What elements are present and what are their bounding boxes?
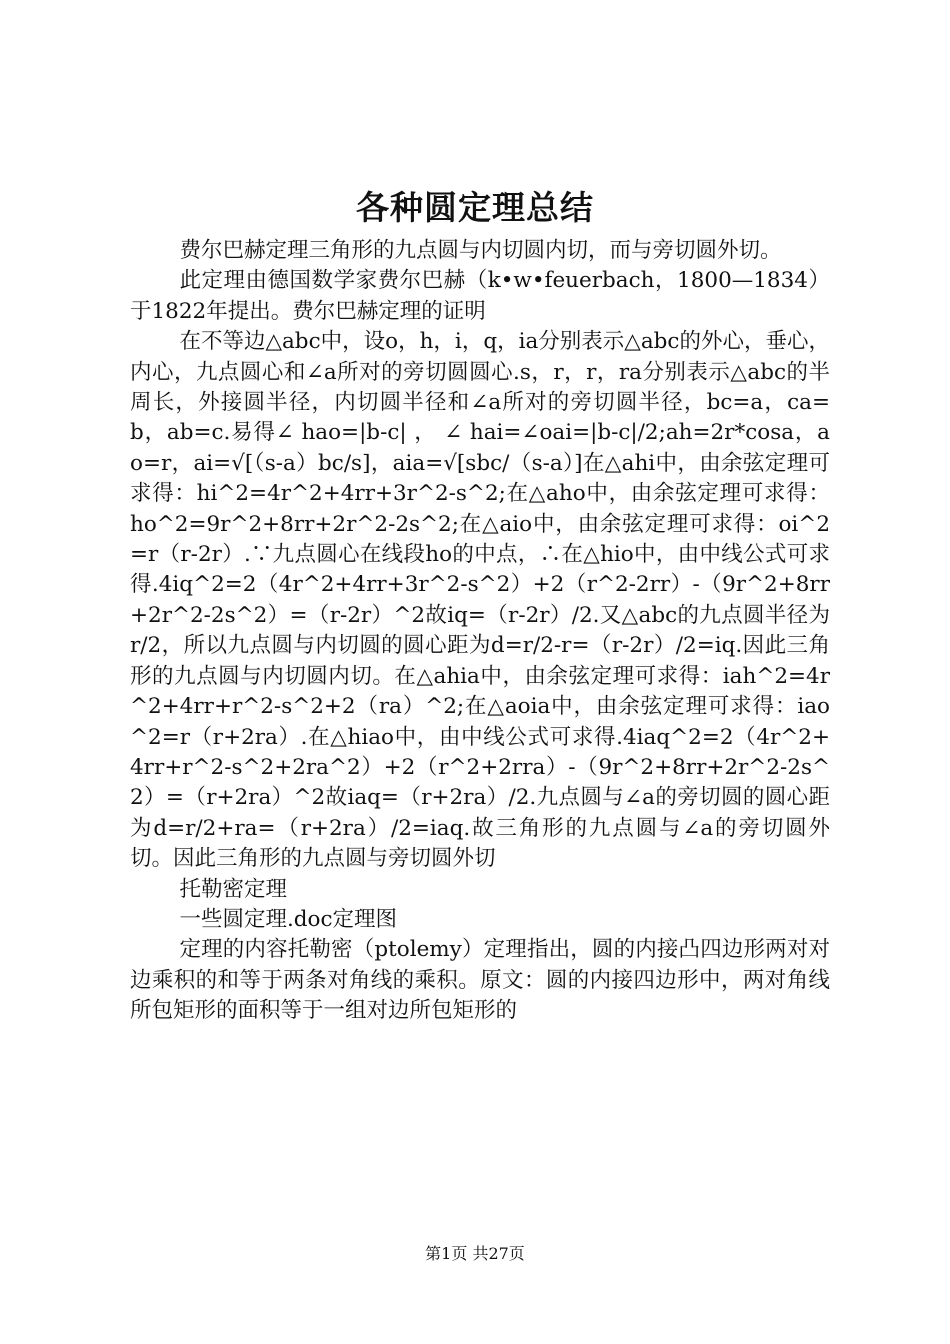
document-title: 各种圆定理总结 <box>356 188 594 227</box>
page-footer: 第1页 共27页 <box>425 1244 525 1263</box>
document-body <box>130 236 830 1027</box>
paragraph-feuerbach-history: 此定理由德国数学家费尔巴赫（k•w•feuerbach，1800—1834）于1822年提出。费尔巴赫定理的证明 <box>130 268 830 324</box>
paragraph-ptolemy-heading: 托勒密定理 <box>179 876 287 902</box>
paragraph-doc-reference: 一些圆定理.doc定理图 <box>179 906 398 932</box>
paragraph-feuerbach-statement: 费尔巴赫定理三角形的九点圆与内切圆内切，而与旁切圆外切。 <box>179 238 782 263</box>
paragraph-ptolemy-content: 定理的内容托勒密（ptolemy）定理指出，圆的内接凸四边形两对对边乘积的和等于两条对角线的乘积。原文：圆的内接四边形中，两对角线所包矩形的面积等于一组对边所包矩形的 <box>130 937 830 1024</box>
paragraph-feuerbach-proof: 在不等边△abc中，设o，h，i，q，ia分别表示△abc的外心，垂心，内心，九点圆心和∠a所对的旁切圆圆心.s，r，r，ra分别表示△abc的半周长，外接圆半径，内切圆半径和∠a所对的旁切圆半径，bc=a，ca=b，ab=c.易得∠ hao=|b-c| ， ∠ hai=∠oai=|b-c|/2;ah=2r*cosa，ao=r，ai=√[（s-a）bc/s]，aia=√[sbc/（s-a）]在△ahi中，由余弦定理可求得：hi^2=4r^2+4rr+3r^2-s^2;在△aho中，由余弦定理可求得：ho^2=9r^2+8rr+2r^2-2s^2;在△aio中，由余弦定理可求得：oi^2=r（r-2r）.∵九点圆心在线段ho的中点，∴在△hio中，由中线公式可求得.4iq^2=2（4r^2+4rr+3r^2-s^2）+2（r^2-2rr）-（9r^2+8rr+2r^2-2s^2）=（r-2r）^2故iq=（r-2r）/2.又△abc的九点圆半径为r/2，所以九点圆与内切圆的圆心距为d=r/2-r=（r-2r）/2=iq.因此三角形的九点圆与内切圆内切。在△ahia中，由余弦定理可求得：iah^2=4r^2+4rr+r^2-s^2+2（ra）^2;在△aoia中，由余弦定理可求得：iao^2=r（r+2ra）.在△hiao中，由中线公式可求得.4iaq^2=2（4r^2+4rr+r^2-s^2+2ra^2）+2（r^2+2rra）-（9r^2+8rr+2r^2-2s^2）=（r+2ra）^2故iaq=（r+2ra）/2.九点圆与∠a的旁切圆的圆心距为d=r/2+ra=（r+2ra）/2=iaq.故三角形的九点圆与∠a的旁切圆外切。因此三角形的九点圆与旁切圆外切 <box>130 329 830 872</box>
